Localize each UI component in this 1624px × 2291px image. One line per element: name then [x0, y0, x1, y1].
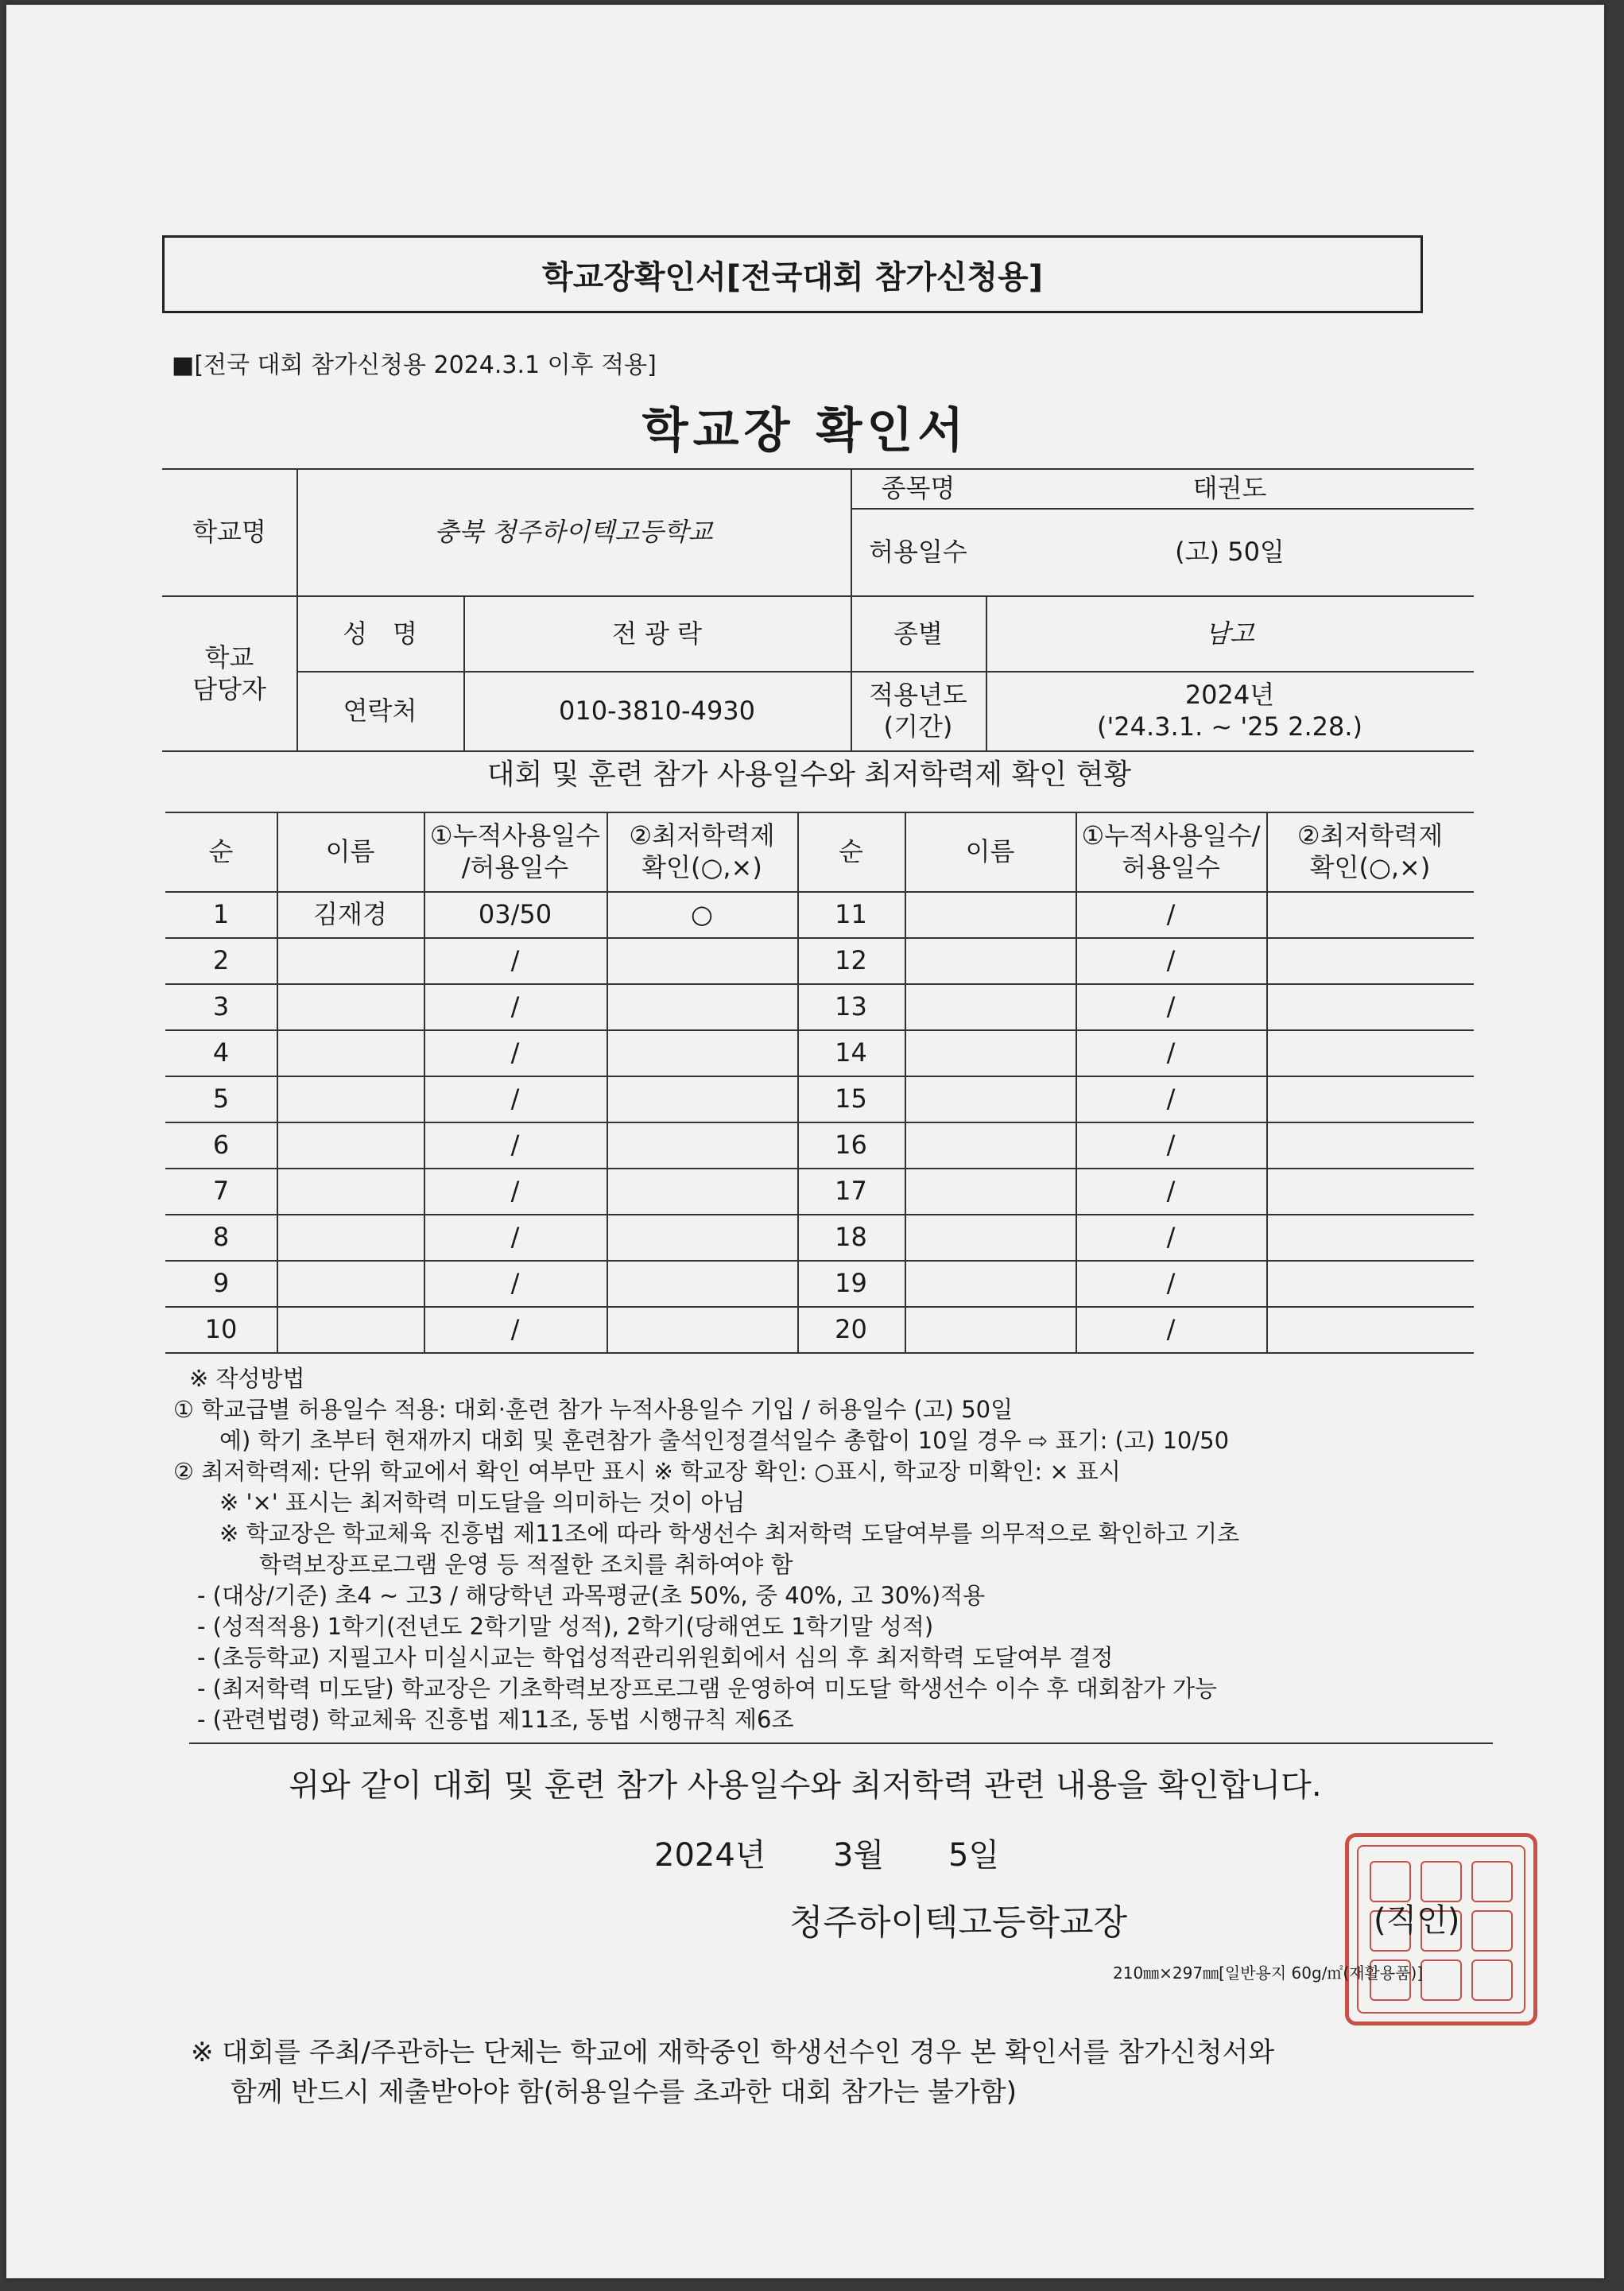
- table-cell-no: 1: [212, 899, 230, 929]
- event-value: 태권도: [1192, 473, 1267, 503]
- school-value: 충북 청주하이텍고등학교: [434, 517, 713, 547]
- seal-label: (직인): [1374, 1902, 1460, 1939]
- header-name: 이름: [325, 836, 375, 866]
- table-cell-name: [905, 1029, 1076, 1076]
- table-cell-name: [905, 937, 1076, 983]
- table-cell-days: 03/50: [478, 899, 552, 929]
- table-cell-check: [607, 1076, 797, 1122]
- table-cell-no: 3: [212, 991, 230, 1021]
- table-cell-no: 2: [212, 945, 230, 975]
- table-cell-check: [607, 937, 797, 983]
- instruction-line: - (최저학력 미도달) 학교장은 기초학력보장프로그램 운영하여 미도달 학생선수 이수 후 대회참가 가능: [197, 1675, 1218, 1702]
- table-cell-name: [277, 1029, 424, 1076]
- table-cell-name: [277, 1168, 424, 1214]
- table-cell-check: [1266, 1029, 1474, 1076]
- document-page: [6, 5, 1604, 2278]
- date-month: 3월: [833, 1837, 885, 1874]
- table-cell-days: /: [510, 945, 520, 975]
- table-cell-no: 17: [835, 1176, 867, 1206]
- table-cell-name: [277, 937, 424, 983]
- table-cell-no: 19: [835, 1268, 867, 1298]
- table-cell-name: [905, 1076, 1076, 1122]
- table-cell-check: [1266, 1168, 1474, 1214]
- table-line: [165, 1352, 1474, 1354]
- table-cell-days: /: [510, 1130, 520, 1160]
- table-cell-days: /: [510, 1083, 520, 1114]
- form-note: ■[전국 대회 참가신청용 2024.3.1 이후 적용]: [172, 351, 657, 379]
- header-no: 순: [208, 836, 234, 866]
- header-check: ②최저학력제 확인(○,×): [629, 820, 775, 882]
- instruction-line: - (초등학교) 지필고사 미실시교는 학업성적관리위원회에서 심의 후 최저학력 도달여부 결정: [197, 1644, 1114, 1671]
- table-cell-check: [607, 1029, 797, 1076]
- table-cell-days: /: [1166, 1222, 1176, 1252]
- table-cell-check: [1266, 1306, 1474, 1352]
- table-cell-days: /: [1166, 1176, 1176, 1206]
- table-cell-check: [607, 1306, 797, 1352]
- table-cell-check: [1266, 1076, 1474, 1122]
- table-cell-check: [1266, 1214, 1474, 1260]
- table-cell-check: [1266, 891, 1474, 937]
- table-cell-no: 15: [835, 1083, 867, 1114]
- type-label: 종별: [893, 618, 943, 649]
- school-label: 학교명: [192, 517, 266, 547]
- table-cell-no: 5: [212, 1083, 230, 1114]
- table-cell-days: /: [1166, 1130, 1176, 1160]
- instruction-line: ※ '×' 표시는 최저학력 미도달을 의미하는 것이 아님: [219, 1489, 746, 1516]
- main-title: 학교장 확인서: [641, 403, 969, 459]
- instruction-line: - (성적적용) 1학기(전년도 2학기말 성적), 2학기(당해연도 1학기말 성적): [197, 1613, 934, 1640]
- table-cell-days: /: [510, 1222, 520, 1252]
- table-cell-name: [277, 1122, 424, 1168]
- table-cell-name: [905, 891, 1076, 937]
- instruction-line: ② 최저학력제: 단위 학교에서 확인 여부만 표시 ※ 학교장 확인: ○표시, 학교장 미확인: × 표시: [173, 1458, 1121, 1485]
- table-cell-no: 4: [212, 1037, 230, 1068]
- table-cell-no: 8: [212, 1222, 230, 1252]
- manager-label: 학교 담당자: [192, 642, 266, 704]
- table-cell-check: [1266, 1122, 1474, 1168]
- instruction-line: ① 학교급별 허용일수 적용: 대회·훈련 참가 누적사용일수 기입 / 허용일수 (고) 50일: [173, 1396, 1014, 1423]
- table-cell-check: [607, 1214, 797, 1260]
- table-cell-check: [607, 983, 797, 1029]
- instruction-line: ※ 학교장은 학교체육 진흥법 제11조에 따라 학생선수 최저학력 도달여부를 의무적으로 확인하고 기초: [219, 1520, 1240, 1547]
- table-cell-check: [1266, 983, 1474, 1029]
- table-cell-name: [277, 1076, 424, 1122]
- table-cell-days: /: [510, 1268, 520, 1298]
- principal-name: 청주하이텍고등학교장: [789, 1902, 1128, 1943]
- header-days: ①누적사용일수 /허용일수: [429, 820, 601, 882]
- table-cell-no: 7: [212, 1176, 230, 1206]
- paper-spec: 210㎜×297㎜[일반용지 60g/㎡(재활용품)]: [1113, 1963, 1424, 1983]
- table-cell-name: [277, 1260, 424, 1306]
- table-cell-check: [607, 1122, 797, 1168]
- confirm-statement: 위와 같이 대회 및 훈련 참가 사용일수와 최저학력 관련 내용을 확인합니다.: [289, 1767, 1322, 1804]
- instruction-line: 학력보장프로그램 운영 등 적절한 조치를 취하여야 함: [259, 1551, 793, 1578]
- table-cell-name: [277, 983, 424, 1029]
- table-cell-name: 김재경: [313, 899, 387, 929]
- table-cell-no: 20: [835, 1314, 867, 1344]
- table-cell-days: /: [1166, 945, 1176, 975]
- name-value: 전 광 락: [611, 618, 703, 649]
- table-cell-no: 16: [835, 1130, 867, 1160]
- table-cell-no: 6: [212, 1130, 230, 1160]
- header-name: 이름: [965, 836, 1015, 866]
- instruction-line: 예) 학기 초부터 현재까지 대회 및 훈련참가 출석인정결석일수 총합이 10일 경우 ⇨ 표기: (고) 10/50: [219, 1427, 1230, 1454]
- date-year: 2024년: [654, 1837, 766, 1874]
- year-value: 2024년 ('24.3.1. ~ '25 2.28.): [1097, 680, 1362, 742]
- name-label: 성 명: [343, 618, 417, 649]
- table-cell-no: 9: [212, 1268, 230, 1298]
- table-cell-days: /: [510, 1314, 520, 1344]
- footer-line-1: ※ 대회를 주최/주관하는 단체는 학교에 재학중인 학생선수인 경우 본 확인서를 참가신청서와: [191, 2037, 1275, 2068]
- table-cell-check: [1266, 1260, 1474, 1306]
- table-cell-days: /: [1166, 991, 1176, 1021]
- event-label: 종목명: [881, 473, 955, 503]
- footer-line-2: 함께 반드시 제출받아야 함(허용일수를 초과한 대회 참가는 불가함): [231, 2076, 1017, 2108]
- date-day: 5일: [948, 1837, 1000, 1874]
- table-cell-days: /: [1166, 899, 1176, 929]
- table-cell-no: 10: [204, 1314, 238, 1344]
- table-cell-days: /: [1166, 1083, 1176, 1114]
- table-cell-name: [905, 1260, 1076, 1306]
- table-cell-check: [607, 1260, 797, 1306]
- allowed-value: (고) 50일: [1175, 537, 1285, 567]
- table-cell-days: /: [1166, 1314, 1176, 1344]
- table-cell-days: /: [510, 1037, 520, 1068]
- table-cell-check: [607, 1168, 797, 1214]
- table-cell-days: /: [1166, 1268, 1176, 1298]
- table-cell-days: /: [510, 991, 520, 1021]
- table-cell-no: 18: [835, 1222, 867, 1252]
- header-days: ①누적사용일수/ 허용일수: [1081, 820, 1261, 882]
- table-cell-name: [905, 1168, 1076, 1214]
- table-cell-name: [277, 1214, 424, 1260]
- table-cell-name: [277, 1306, 424, 1352]
- form-title-box: 학교장확인서[전국대회 참가신청용]: [162, 235, 1423, 313]
- table-cell-name: [905, 983, 1076, 1029]
- table-cell-no: 13: [835, 991, 867, 1021]
- instruction-line: - (관련법령) 학교체육 진흥법 제11조, 동법 시행규칙 제6조: [197, 1706, 794, 1733]
- instruction-line: - (대상/기준) 초4 ~ 고3 / 해당학년 과목평균(초 50%, 중 40%, 고 30%)적용: [197, 1582, 986, 1609]
- type-value: 남고: [1205, 618, 1254, 649]
- contact-value: 010-3810-4930: [558, 696, 756, 726]
- table-cell-days: /: [510, 1176, 520, 1206]
- section-title: 대회 및 훈련 참가 사용일수와 최저학력제 확인 현황: [486, 758, 1132, 791]
- year-label: 적용년도 (기간): [869, 680, 967, 742]
- table-cell-name: [905, 1306, 1076, 1352]
- allowed-label: 허용일수: [869, 537, 967, 567]
- header-check: ②최저학력제 확인(○,×): [1296, 820, 1444, 882]
- instruction-line: ※ 작성방법: [189, 1365, 305, 1392]
- table-cell-check: [1266, 937, 1474, 983]
- table-cell-no: 11: [835, 899, 867, 929]
- table-cell-check: ○: [691, 899, 713, 929]
- table-cell-name: [905, 1214, 1076, 1260]
- contact-label: 연락처: [343, 696, 417, 726]
- table-cell-no: 12: [835, 945, 867, 975]
- divider-line: [189, 1742, 1493, 1744]
- header-no: 순: [839, 836, 863, 866]
- table-cell-name: [905, 1122, 1076, 1168]
- table-cell-days: /: [1166, 1037, 1176, 1068]
- table-cell-no: 14: [835, 1037, 867, 1068]
